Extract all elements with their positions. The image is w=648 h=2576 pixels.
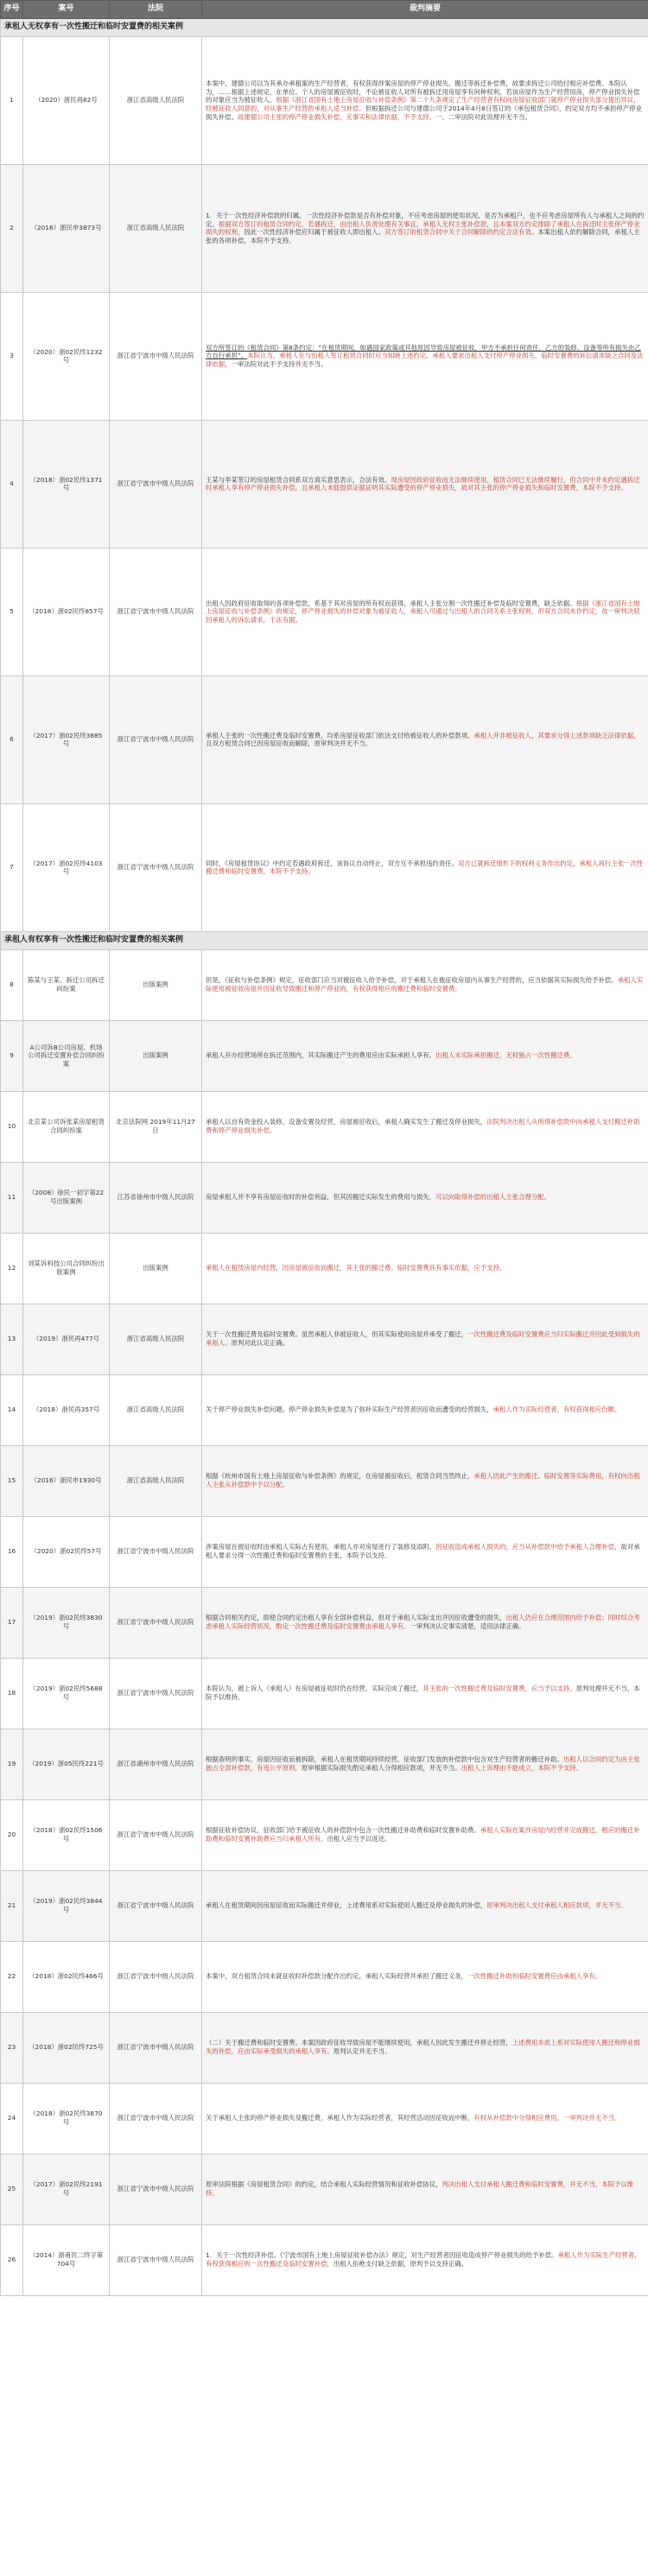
summary-segment: 王某与李某签订的房屋租赁合同系双方真实意思表示，合法有效。 — [206, 475, 391, 484]
summary-segment: 但是，《征收与补偿条例》规定，征收部门应当对被征收人给予补偿，对于承租人在被征收房屋内从事生产经营的，应当依据其实际损失给予补偿。 — [206, 976, 618, 985]
court-name: 浙江省高级人民法院 — [110, 1304, 202, 1374]
case-summary — [202, 420, 648, 548]
summary-segment: 但双方合同未作约定，故一审判决驳回承租人的诉讼请求，于法有据。 — [206, 607, 640, 625]
summary-segment: 一次性搬迁费及临时安置费应当归实际搬迁并因此受到损失的承租人。 — [206, 1330, 640, 1348]
summary-segment: 且双方租赁合同已因房屋征收而解除，原审判决并无不当。 — [206, 739, 372, 748]
summary-segment: 上述费用本质上系对实际使用人搬迁和停业损失的补偿，应由实际承受损失的承租人享有。 — [206, 2039, 640, 2056]
summary-segment: 承租人因此产生的搬迁、临时安置等实际费用，有权向出租人主张从补偿款中予以分配。 — [206, 1472, 640, 1489]
summary-segment: 判决出租人支付承租人搬迁费和临时安置费，并无不当，本院予以维持。 — [206, 2180, 634, 2198]
table-row — [1, 2083, 648, 2154]
table-row — [1, 420, 648, 548]
case-summary — [202, 2083, 648, 2154]
summary-segment: 出租人未实际承担搬迁，无权独占一次性搬迁费。 — [435, 1051, 576, 1060]
table-row — [1, 36, 648, 164]
case-summary — [202, 1445, 648, 1516]
summary-segment: 承租人实际使用被征收房屋并因征收导致搬迁和停产停业的，有权获得相应的搬迁费和临时安置费。 — [206, 976, 644, 993]
court-name: 浙江省宁波市中级人民法院 — [110, 2083, 202, 2154]
case-summary — [202, 2154, 648, 2224]
summary-segment: 一审法院对此不予支持并无不当。 — [231, 360, 327, 369]
case-summary — [202, 676, 648, 803]
summary-segment: 原审法院根据《房屋租赁合同》的约定，结合承租人实际经营情况和征收补偿协议， — [206, 2180, 442, 2189]
header-case: 案号 — [23, 1, 110, 19]
case-number: （2016）浙民申1930号 — [23, 1445, 110, 1516]
table-row — [1, 1870, 648, 1941]
summary-segment: 同时，《房屋租赁协议》中约定若遇政府拆迁，该协议自动终止，双方互不承担违约责任。 — [206, 859, 458, 867]
case-number: （2018）浙02民终857号 — [23, 548, 110, 676]
table-row — [1, 1445, 648, 1516]
row-number: 5 — [1, 548, 23, 676]
row-number: 14 — [1, 1374, 23, 1445]
case-number: （2020）浙02民终1232号 — [23, 292, 110, 420]
court-name: 浙江省湖州市中级人民法院 — [110, 1729, 202, 1799]
case-number: （2008）徐民一初字第22号出版案例 — [23, 1162, 110, 1233]
summary-segment: 一次性搬迁补助和临时安置费应由承租人享有。 — [467, 1972, 602, 1981]
table-row — [1, 949, 648, 1020]
summary-segment: 承租人以自有资金投入装修、设备安置及经营，房屋被征收后，承租人确实发生了搬迁及停业损失， — [206, 1118, 487, 1126]
summary-segment: 根据《浙江省国有土地上房屋征收与补偿条例》的规定，停产停业损失的补偿对象为被征收人，承租人可通过与出租人的合同关系主张权利， — [206, 599, 640, 616]
row-number: 16 — [1, 1516, 23, 1587]
table-row — [1, 1374, 648, 1445]
section-title-row — [1, 19, 648, 37]
summary-segment: 其主张的一次性搬迁费及临时安置费，应当予以支持。 — [422, 1685, 576, 1693]
summary-segment: 1．关于一次性经济补偿款的归属。一次性经济补偿款是否有补偿对象，不应考虑房屋的使用状况、是否为承租户，也不应考虑房屋所有人与承租人之间的约定。 — [206, 211, 645, 228]
summary-segment: 因征收造成承租人损失的，应当从补偿款中给予承租人合理补偿， — [435, 1543, 621, 1551]
case-number: 刘某诉科技公司合同纠纷出版案例 — [23, 1233, 110, 1304]
summary-segment: 双方已就拆迁情形下的权利义务作出约定，承租人再行主张一次性搬迁费和临时安置费，本院不予支持。 — [206, 859, 644, 876]
summary-segment: 承租人主张的一次性搬迁费及临时安置费，均系房屋征收部门依法支付给被征收人的补偿款项。 — [206, 731, 474, 739]
table-row — [1, 1162, 648, 1233]
summary-segment: 承租人实际在案涉房屋内经营并完成搬迁，相应的搬迁补助费和临时安置补助费应当归承租人所有， — [206, 1826, 640, 1843]
row-number: 10 — [1, 1091, 23, 1162]
row-number: 15 — [1, 1445, 23, 1516]
table-body — [1, 19, 648, 2296]
court-name: 浙江省宁波市中级人民法院 — [110, 292, 202, 420]
summary-segment: 承租人开办经营场所在拆迁范围内，其实际搬迁产生的费用应由实际承担人享有。 — [206, 1051, 436, 1060]
court-name: 浙江省宁波市中级人民法院 — [110, 548, 202, 676]
row-number: 4 — [1, 420, 23, 548]
summary-segment: 因此一次性经济补偿应归属于被征收人即出租人。 — [244, 228, 384, 237]
case-number: 北京某公司诉张某房屋租赁合同纠纷案 — [23, 1091, 110, 1162]
summary-segment: 原判对此认定正确。 — [231, 1339, 289, 1348]
summary-segment: 根据双方签订的租赁合同约定，若遇拆迁，由出租人负责处理有关事宜，承租人无权主张补偿款，且本案双方约定排除了承租人在拆迁时主张停产停业损失的权利， — [206, 219, 640, 237]
case-number: （2018）浙02民终725号 — [23, 2012, 110, 2083]
row-number: 3 — [1, 292, 23, 420]
row-number: 2 — [1, 164, 23, 292]
section-title: 承租人有权享有一次性搬迁和临时安置费的相关案例 — [1, 931, 648, 949]
table-row — [1, 548, 648, 676]
case-number: （2017）浙02民终2191号 — [23, 2154, 110, 2224]
row-number: 8 — [1, 949, 23, 1020]
summary-segment: 但根据拆迁公司与建德公司于2014年4月8日签订的《承包租赁合同》，约定双方均不承担停产停业损失补偿。 — [206, 105, 642, 122]
case-summary — [202, 292, 648, 420]
row-number: 21 — [1, 1870, 23, 1941]
summary-segment: 本案中，双方租赁合同未就征收时补偿款分配作出约定，承租人实际经营并承担了搬迁义务， — [206, 1972, 468, 1981]
case-number: （2019）浙02民终3844号 — [23, 1870, 110, 1941]
case-summary — [202, 1304, 648, 1374]
case-number: （2018）浙民再357号 — [23, 1374, 110, 1445]
table-row — [1, 1587, 648, 1658]
case-number: （2017）浙02民终3885号 — [23, 676, 110, 803]
court-name: 浙江省高级人民法院 — [110, 36, 202, 164]
row-number: 17 — [1, 1587, 23, 1658]
case-number: （2020）浙民再82号 — [23, 36, 110, 164]
summary-segment: 承租人在租赁期间因房屋征收而实际搬迁并停业，上述费用系对实际使用人搬迁及停业损失的补偿， — [206, 1901, 487, 1910]
summary-segment: 双方签订的租赁合同中关于合同解除的约定合法有效。 — [384, 228, 538, 237]
summary-segment: 出租人上诉理由不能成立，本院不予支持。 — [461, 1764, 583, 1773]
case-number: （2020）浙02民终57号 — [23, 1516, 110, 1587]
header-court: 法院 — [110, 1, 202, 19]
summary-segment: 出租人以合同约定为由主张独占全部补偿款，有违公平原则， — [206, 1755, 640, 1773]
case-number: （2019）浙02民终5688号 — [23, 1658, 110, 1729]
summary-segment: 关于承租人主张的停产停业损失及搬迁费，承租人作为实际经营者，其经营活动因征收而中断， — [206, 2114, 474, 2122]
case-summary — [202, 1374, 648, 1445]
summary-segment: 有权从补偿款中分得相应费用，一审判决并无不当。 — [473, 2114, 621, 2122]
case-number: （2018）浙02民终1506号 — [23, 1799, 110, 1870]
summary-segment: 原审判决出租人支付承租人相应款项，并无不当。 — [486, 1901, 627, 1910]
section-title-row — [1, 931, 648, 949]
table-header — [1, 1, 648, 19]
summary-segment: 本案中，建德公司以为其承办承租案的生产经营者，有权获得涉案房屋的停产停业损失、搬迁等拆迁补偿费，故要求拆迁公司给付相应补偿费。本院认为，……根据上述规定，在单位、个人的房屋被征收时，不论被征收人对所有被拆迁用房屋享有何种权利，若该房屋作为生产经营用房，停产停业损失补偿的对象应当为被征收人。 — [206, 79, 640, 105]
summary-segment: 根据征收补偿协议，征收部门给予被征收人的补偿款中包含一次性搬迁补助费和临时安置补助费。 — [206, 1826, 480, 1835]
table-row — [1, 1729, 648, 1799]
summary-segment: 出租人因政府征收取得的各项补偿款，系基于其对房屋的所有权而获得，承租人主张分割一次性搬迁补偿及临时安置费，缺乏依据。 — [206, 599, 576, 607]
summary-segment: 原判处理并无不当，本院予以维持。 — [206, 1685, 640, 1702]
case-number: （2018）浙02民终3870号 — [23, 2083, 110, 2154]
court-name: 浙江省宁波市中级人民法院 — [110, 1658, 202, 1729]
table-row — [1, 803, 648, 931]
table-row — [1, 1658, 648, 1729]
case-number: （2019）浙民再477号 — [23, 1304, 110, 1374]
header-no: 序号 — [1, 1, 23, 19]
table-row — [1, 2224, 648, 2295]
table-row — [1, 1516, 648, 1587]
case-summary — [202, 1799, 648, 1870]
row-number: 26 — [1, 2224, 23, 2295]
case-summary — [202, 1516, 648, 1587]
court-name: 浙江省宁波市中级人民法院 — [110, 2154, 202, 2224]
case-number: （2016）浙民申3873号 — [23, 164, 110, 292]
case-summary — [202, 1658, 648, 1729]
court-name: 浙江省宁波市中级人民法院 — [110, 676, 202, 803]
court-name: 浙江省高级人民法院 — [110, 164, 202, 292]
case-summary — [202, 2224, 648, 2295]
summary-segment: 故对承租人要求分得一次性搬迁费和临时安置费的主张，本院予以支持。 — [206, 1543, 640, 1560]
case-summary — [202, 1233, 648, 1304]
row-number: 1 — [1, 36, 23, 164]
summary-segment: 本院认为，承租人在与出租人签订租赁合同时应当知晓上述约定，承租人要求出租人支付停产停业损失、临时安置费的诉讼请求缺乏合同及法律依据， — [206, 352, 644, 369]
summary-segment: 原判认定并无不当。 — [333, 2047, 391, 2056]
case-summary — [202, 803, 648, 931]
case-summary — [202, 1941, 648, 2012]
case-summary — [202, 949, 648, 1020]
summary-segment: 现房屋因政府征收而无法继续使用，租赁合同已无法继续履行，但合同中并未约定遇拆迁时承租人享有停产停业损失补偿， — [206, 475, 640, 492]
table-row — [1, 1799, 648, 1870]
row-number: 11 — [1, 1162, 23, 1233]
case-summary — [202, 1729, 648, 1799]
case-number: （2014）浙甬民二终字第704号 — [23, 2224, 110, 2295]
summary-segment: 关于一次性搬迁费及临时安置费。虽然承租人非被征收人，但其实际使用房屋并承受了搬迁， — [206, 1330, 468, 1339]
summary-segment: 出租人应当予以返还。 — [327, 1835, 391, 1843]
court-name: 出版案例 — [110, 1020, 202, 1091]
summary-segment: 一审判决认定事实清楚，适用法律正确。 — [410, 1622, 525, 1631]
court-name: 浙江省高级人民法院 — [110, 1445, 202, 1516]
summary-segment: 1．关于一次性经济补偿。《宁波市国有土地上房屋征收补偿办法》规定，对生产经营者因征收造成停产停业损失的给予补偿。 — [206, 2251, 558, 2260]
summary-segment: 法院判决出租人从所得补偿款中向承租人支付搬迁补助费和停产停业损失补偿。 — [206, 1118, 640, 1135]
summary-segment: 承租人作为实际生产经营者，有权获得相应的一次性搬迁及临时安置补偿， — [206, 2251, 641, 2268]
table-row — [1, 164, 648, 292]
court-name: 浙江省宁波市中级人民法院 — [110, 2012, 202, 2083]
summary-segment: 根据《杭州市国有土地上房屋征收与补偿条例》的规定，在房屋被征收后，租赁合同当然终止， — [206, 1472, 474, 1481]
row-number: 6 — [1, 676, 23, 803]
summary-segment: 涉案房屋在被征收时由承租人实际占有使用，承租人亦对房屋进行了装修及添附。 — [206, 1543, 436, 1551]
row-number: 20 — [1, 1799, 23, 1870]
row-number: 12 — [1, 1233, 23, 1304]
case-summary — [202, 1587, 648, 1658]
summary-segment: 原审根据实际损失酌定承租人分得相应款项，并无不当。 — [301, 1764, 461, 1773]
case-summary — [202, 1091, 648, 1162]
summary-segment: 根据《浙江省国有土地上房屋征收与补偿条例》第二十九条规定了生产经营者有权向房屋征收部门就停产停业损失部分提出异议，经被征收人同意的，对从事生产经营的承租人适当补偿。 — [206, 96, 640, 113]
summary-segment: 一、二审法院对此说理并无不当。 — [435, 113, 531, 122]
court-name: 浙江省宁波市中级人民法院 — [110, 1870, 202, 1941]
court-name: 浙江省宁波市中级人民法院 — [110, 803, 202, 931]
court-name: 浙江省宁波市中级人民法院 — [110, 1941, 202, 2012]
row-number: 25 — [1, 2154, 23, 2224]
court-name: 出版案例 — [110, 1233, 202, 1304]
case-summary — [202, 1020, 648, 1091]
table-row — [1, 1233, 648, 1304]
summary-segment: 本院认为，被上诉人（承租人）在房屋被征收时仍在经营，实际完成了搬迁， — [206, 1685, 423, 1693]
summary-segment: 故建德公司主张的停产停业损失补偿，无事实和法律依据，不予支持。 — [237, 113, 436, 122]
court-name: 浙江省宁波市中级人民法院 — [110, 1587, 202, 1658]
case-number: A公司诉B公司房屋、机场公司拆迁安置补偿合同纠纷案 — [23, 1020, 110, 1091]
court-name: 浙江省宁波市中级人民法院 — [110, 1516, 202, 1587]
header-summary: 裁判摘要 — [202, 1, 648, 19]
case-number: （2018）浙02民终466号 — [23, 1941, 110, 2012]
summary-segment: 且承租人未能提供证据证明其实际遭受的停产停业损失，故对其主张的停产停业损失和临时安置费，本院不予支持。 — [301, 484, 627, 492]
summary-segment: 同时综合考虑承租人实际经营状况，酌定一次性搬迁费及临时安置费由承租人享有。 — [206, 1614, 640, 1631]
summary-segment: 出租人仍应在合理范围内给予补偿； — [505, 1614, 608, 1622]
summary-segment: 承租人作为实际经营者，有权获得相应份额。 — [492, 1405, 621, 1414]
summary-segment: 关于停产停业损失补偿问题。停产停业损失补偿是为了弥补实际生产经营者因征收而遭受的经营损失， — [206, 1405, 493, 1414]
summary-segment: （二）关于搬迁费和临时安置费。本案因政府征收导致房屋不能继续使用，承租人因此发生搬迁并停止经营， — [206, 2039, 512, 2047]
row-number: 24 — [1, 2083, 23, 2154]
court-name: 浙江省高级人民法院 — [110, 1374, 202, 1445]
court-name: 浙江省宁波市中级人民法院 — [110, 1799, 202, 1870]
table-row — [1, 292, 648, 420]
summary-segment: 本案出租人依约解除合同，承租人主张的各项补偿，本院不予支持。 — [206, 228, 640, 245]
section-title: 承租人无权享有一次性搬迁和临时安置费的相关案例 — [1, 19, 648, 37]
case-summary — [202, 1870, 648, 1941]
case-number: 陈某与王某、拆迁公司拆迁纠纷案 — [23, 949, 110, 1020]
summary-segment: 根据查明的事实，房屋因征收而被拆除，承租人在租赁期间持续经营，征收部门发放的补偿款中包含对生产经营者的搬迁补助。 — [206, 1755, 563, 1764]
case-summary — [202, 2012, 648, 2083]
summary-segment: 根据合同相关约定，即使合同约定出租人享有全部补偿利益，但对于承租人实际支出并因征收遭受的损失， — [206, 1614, 506, 1622]
table-row — [1, 2154, 648, 2224]
table-row — [1, 1020, 648, 1091]
row-number: 19 — [1, 1729, 23, 1799]
case-summary — [202, 164, 648, 292]
summary-segment: 承租人并非被征收人，其要求分得上述款项缺乏法律依据， — [473, 731, 640, 739]
summary-segment: 双方所签订的《租赁合同》第8条约定：“在租赁期间，如遇国家政策或其他原因导致房屋被征收，甲方不承担任何责任，乙方的装修、设备等所有损失由乙方自行承担”。 — [206, 343, 641, 360]
row-number: 22 — [1, 1941, 23, 2012]
case-summary — [202, 1162, 648, 1233]
summary-segment: 房屋承租人并不享有房屋征收时的补偿利益，但其因搬迁实际发生的费用与损失， — [206, 1193, 436, 1202]
court-name: 浙江省宁波市中级人民法院 — [110, 420, 202, 548]
summary-segment: 出租人拒绝支付缺乏依据，原判予以支持正确。 — [333, 2260, 468, 2268]
row-number: 9 — [1, 1020, 23, 1091]
row-number: 18 — [1, 1658, 23, 1729]
case-summary — [202, 36, 648, 164]
case-summary — [202, 548, 648, 676]
table-row — [1, 676, 648, 803]
summary-segment: 可以向取得补偿的出租人主张合理分配。 — [435, 1193, 551, 1202]
table-row — [1, 1091, 648, 1162]
table-row — [1, 1304, 648, 1374]
case-number: （2019）浙05民终221号 — [23, 1729, 110, 1799]
case-number: （2017）浙02民终4103号 — [23, 803, 110, 931]
summary-segment: 承租人在租赁房屋内经营，因房屋被征收而搬迁，其主张的搬迁费、临时安置费具有事实依据，应予支持。 — [206, 1264, 506, 1272]
table-row — [1, 2012, 648, 2083]
table-row — [1, 1941, 648, 2012]
row-number: 23 — [1, 2012, 23, 2083]
row-number: 7 — [1, 803, 23, 931]
court-name: 浙江省宁波市中级人民法院 — [110, 2224, 202, 2295]
court-name: 北京法院网 2019年11月27日 — [110, 1091, 202, 1162]
court-name: 出版案例 — [110, 949, 202, 1020]
row-number: 13 — [1, 1304, 23, 1374]
court-name: 江苏省徐州市中级人民法院 — [110, 1162, 202, 1233]
case-number: （2019）浙02民终3830号 — [23, 1587, 110, 1658]
case-number: （2018）浙02民终1371号 — [23, 420, 110, 548]
